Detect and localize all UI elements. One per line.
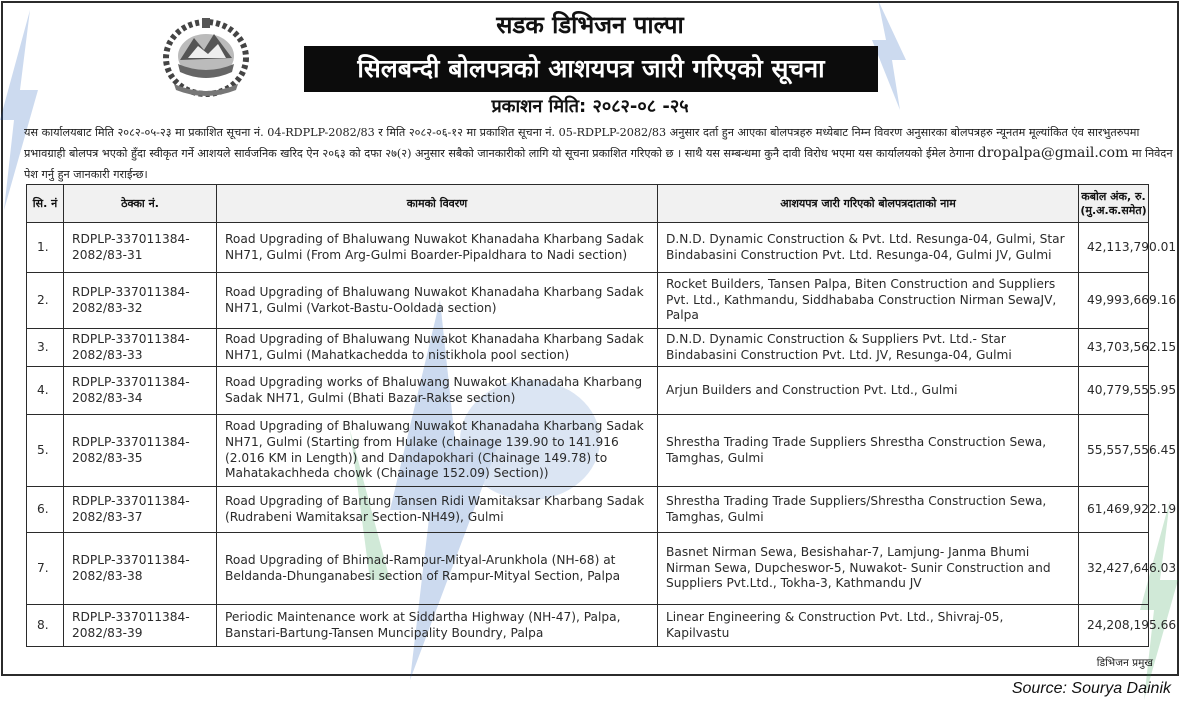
cell-bidder: Shrestha Trading Trade Suppliers/Shrestha Construction Sewa, Tamghas, Gulmi xyxy=(658,487,1079,533)
column-header-contract-no: ठेक्का नं. xyxy=(64,185,217,223)
cell-amount: 49,993,669.16 xyxy=(1079,273,1149,329)
cell-description: Road Upgrading of Bhaluwang Nuwakot Khanadaha Kharbang Sadak NH71, Gulmi (Mahatkachedda to nistikhola pool section) xyxy=(217,329,658,367)
cell-description: Road Upgrading works of Bhaluwang Nuwakot Khanadaha Kharbang Sadak NH71, Gulmi (Bhati Bazar-Rakse section) xyxy=(217,367,658,415)
cell-description: Road Upgrading of Bhaluwang Nuwakot Khanadaha Kharbang Sadak NH71, Gulmi (Starting from Hulake (chainage 139.90 to 141.916 (2.016 KM in Length)) and Dandapokhari (Chainage 149.78) to Mahatakachheda chowk (Chainage 152.09) Section)) xyxy=(217,415,658,487)
amount-header-line2: (मु.अ.क.समेत) xyxy=(1080,203,1147,217)
table-row xyxy=(27,273,1149,329)
intro-text-end: मा निवेदन पेश गर्नु हुन जानकारी गराईन्छ। xyxy=(24,147,1173,181)
table-row xyxy=(27,533,1149,605)
cell-bidder: Arjun Builders and Construction Pvt. Ltd., Gulmi xyxy=(658,367,1079,415)
cell-description: Periodic Maintenance work at Siddartha Highway (NH-47), Palpa, Banstari-Bartung-Tansen Muncipality Boundry, Palpa xyxy=(217,605,658,647)
cell-amount: 43,703,562.15 xyxy=(1079,329,1149,367)
table-row xyxy=(27,223,1149,273)
column-header-sn: सि. नं xyxy=(27,185,64,223)
cell-contract-no: RDPLP-337011384-2082/83-39 xyxy=(64,605,217,647)
cell-amount: 40,779,555.95 xyxy=(1079,367,1149,415)
notice-title: सिलबन्दी बोलपत्रको आशयपत्र जारी गरिएको सूचना xyxy=(304,46,878,92)
cell-contract-no: RDPLP-337011384-2082/83-37 xyxy=(64,487,217,533)
signature-title: डिभिजन प्रमुख xyxy=(1096,657,1153,669)
intro-text: यस कार्यालयबाट मिति २०८२-०५-२३ मा प्रकाशित सूचना नं. 04-RDPLP-2082/83 र मिति २०८२-०६-१२ मा प्रकाशित सूचना नं. 05-RDPLP-2082/83 अनुसार दर्ता हुन आएका बोलपत्रहरु मध्येबाट निम्न विवरण अनुसारका बोलपत्रहरु न्यूनतम मूल्यांकित एंव सारभुतरुपमा प्रभावग्राही बोलपत्र भएको हुँदा स्वीकृत गर्ने आशयले सार्वजनिक खरिद ऐन २०६३ को दफा २७(२) अनुसार सबैको जानकारीको लागि यो सूचना प्रकाशित गरिएको छ । साथै यस सम्बन्धमा कुनै दावी विरोध भएमा यस कार्यालयको ईमेल ठेगाना xyxy=(24,126,1140,160)
table-row xyxy=(27,487,1149,533)
column-header-amount xyxy=(1079,185,1149,223)
cell-amount: 42,113,790.01 xyxy=(1079,223,1149,273)
cell-contract-no: RDPLP-337011384-2082/83-35 xyxy=(64,415,217,487)
intro-paragraph xyxy=(24,122,1174,185)
cell-contract-no: RDPLP-337011384-2082/83-32 xyxy=(64,273,217,329)
cell-bidder: D.N.D. Dynamic Construction & Suppliers Pvt. Ltd.- Star Bindabasini Construction Pvt. Ltd. JV, Resunga-04, Gulmi xyxy=(658,329,1079,367)
column-header-description: कामको विवरण xyxy=(217,185,658,223)
cell-bidder: Shrestha Trading Trade Suppliers Shrestha Construction Sewa, Tamghas, Gulmi xyxy=(658,415,1079,487)
table-row xyxy=(27,415,1149,487)
source-credit: Source: Sourya Dainik xyxy=(1011,680,1171,697)
cell-description: Road Upgrading of Bhaluwang Nuwakot Khanadaha Kharbang Sadak NH71, Gulmi (Varkot-Bastu-Ooldada section) xyxy=(217,273,658,329)
cell-bidder: Basnet Nirman Sewa, Besishahar-7, Lamjung- Janma Bhumi Nirman Sewa, Dupcheswor-5, Nuwakot- Sunir Construction and Suppliers Pvt.Ltd., Tokha-3, Kathmandu JV xyxy=(658,533,1079,605)
cell-sn: 7. xyxy=(27,533,64,605)
cell-amount: 24,208,195.66 xyxy=(1079,605,1149,647)
contact-email-link[interactable]: dropalpa@gmail.com xyxy=(977,145,1129,161)
table-row xyxy=(27,329,1149,367)
cell-amount: 61,469,922.19 xyxy=(1079,487,1149,533)
cell-sn: 6. xyxy=(27,487,64,533)
cell-bidder: Linear Engineering & Construction Pvt. Ltd., Shivraj-05, Kapilvastu xyxy=(658,605,1079,647)
office-name: सडक डिभिजन पाल्पा xyxy=(496,11,684,39)
award-table xyxy=(26,184,1177,647)
table-header-row xyxy=(27,185,1149,223)
cell-bidder: D.N.D. Dynamic Construction & Pvt. Ltd. Resunga-04, Gulmi, Star Bindabasini Construction Pvt. Ltd. Resunga-04, Gulmi JV, Gulmi xyxy=(658,223,1079,273)
cell-description: Road Upgrading of Bhimad-Rampur-Mityal-Arunkhola (NH-68) at Beldanda-Dhunganabesi section of Rampur-Mityal Section, Palpa xyxy=(217,533,658,605)
cell-sn: 2. xyxy=(27,273,64,329)
cell-description: Road Upgrading of Bhaluwang Nuwakot Khanadaha Kharbang Sadak NH71, Gulmi (From Arg-Gulmi Boarder-Pipaldhara to Nadi section) xyxy=(217,223,658,273)
cell-amount: 55,557,556.45 xyxy=(1079,415,1149,487)
column-header-bidder: आशयपत्र जारी गरिएको बोलपत्रदाताको नाम xyxy=(658,185,1079,223)
cell-contract-no: RDPLP-337011384-2082/83-31 xyxy=(64,223,217,273)
cell-bidder: Rocket Builders, Tansen Palpa, Biten Construction and Suppliers Pvt. Ltd., Kathmandu, Siddhababa Construction Nirman SewaJV, Palpa xyxy=(658,273,1079,329)
amount-header-line1: कबोल अंक, रु. xyxy=(1081,189,1146,203)
cell-sn: 3. xyxy=(27,329,64,367)
cell-sn: 1. xyxy=(27,223,64,273)
cell-amount: 32,427,646.03 xyxy=(1079,533,1149,605)
cell-contract-no: RDPLP-337011384-2082/83-38 xyxy=(64,533,217,605)
publish-date: प्रकाशन मिति: २०८२-०८ -२५ xyxy=(491,96,689,117)
cell-sn: 5. xyxy=(27,415,64,487)
cell-contract-no: RDPLP-337011384-2082/83-34 xyxy=(64,367,217,415)
table-row xyxy=(27,605,1149,647)
cell-sn: 4. xyxy=(27,367,64,415)
cell-sn: 8. xyxy=(27,605,64,647)
table-row xyxy=(27,367,1149,415)
cell-description: Road Upgrading of Bartung Tansen Ridi Wamitaksar Kharbang Sadak (Rudrabeni Wamitaksar Section-NH49), Gulmi xyxy=(217,487,658,533)
nepal-emblem-icon xyxy=(158,14,254,98)
cell-contract-no: RDPLP-337011384-2082/83-33 xyxy=(64,329,217,367)
